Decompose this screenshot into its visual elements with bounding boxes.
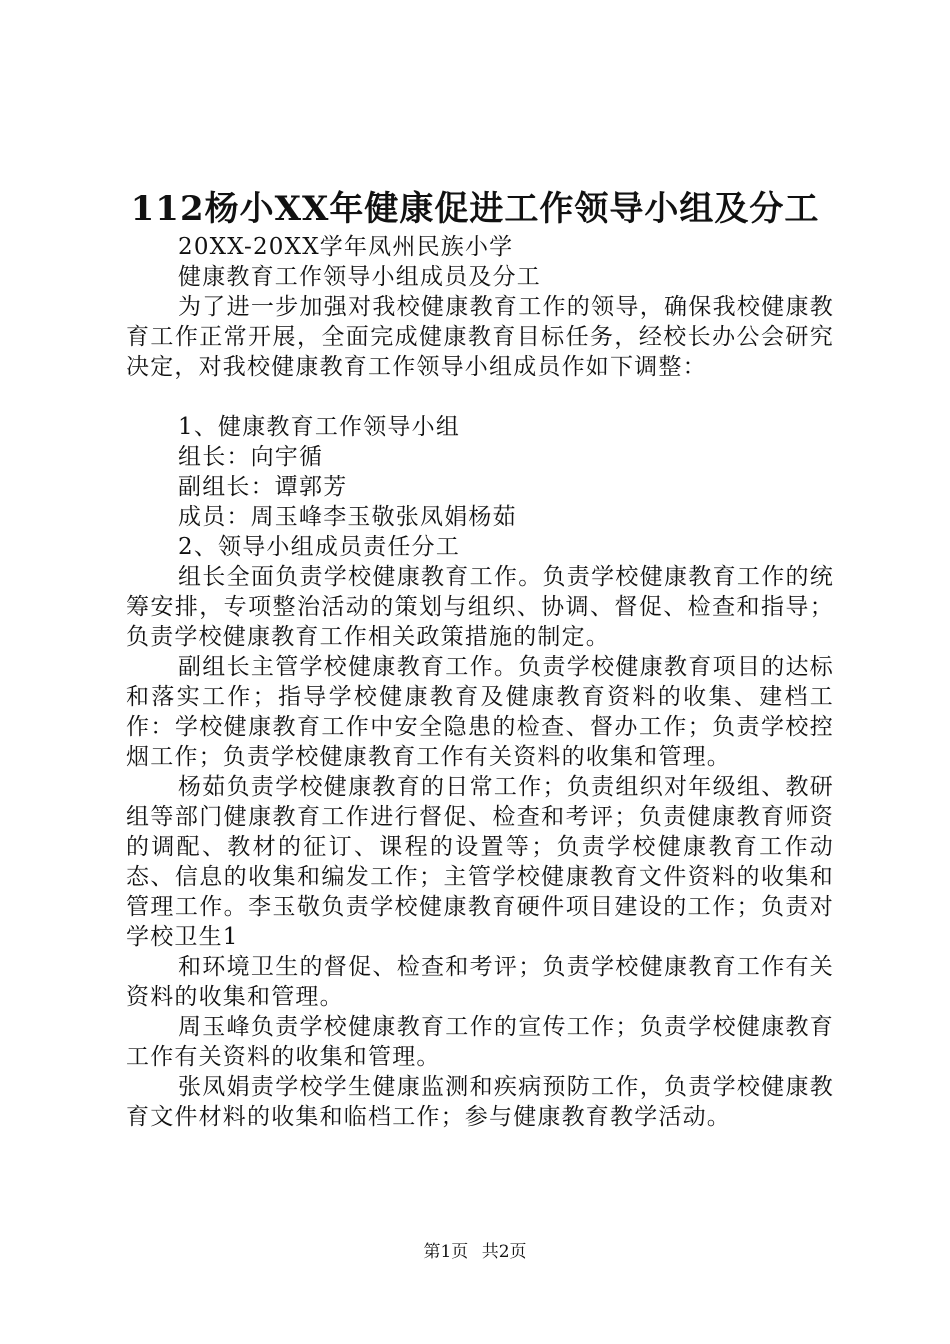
page-total: 共2页 [481,1242,527,1262]
deputy-leader-line: 副组长：谭郭芳 [178,474,348,500]
page-number: 第1页 [423,1242,469,1262]
page-footer [0,1240,950,1264]
leader-line: 组长：向宇循 [178,444,324,470]
document-title: 112杨小XX年健康促进工作领导小组及分工 [130,189,820,229]
duty-zhou-paragraph: 周玉峰负责学校健康教育工作的宣传工作；负责学校健康教育工作有关资料的收集和管理。 [126,1014,834,1070]
paragraph-gap [126,382,834,412]
duty-deputy-paragraph: 副组长主管学校健康教育工作。负责学校健康教育项目的达标和落实工作；指导学校健康教育及健康教育资料的收集、建档工作：学校健康教育工作中安全隐患的检查、督办工作；负责学校控烟工作；负责学校健康教育工作有关资料的收集和管理。 [126,654,834,770]
intro-paragraph: 为了进一步加强对我校健康教育工作的领导，确保我校健康教育工作正常开展，全面完成健康教育目标任务，经校长办公会研究决定，对我校健康教育工作领导小组成员作如下调整： [126,294,834,380]
duty-zhang-paragraph: 张凤娟责学校学生健康监测和疾病预防工作，负责学校健康教育文件材料的收集和临档工作；参与健康教育教学活动。 [126,1074,834,1130]
duty-li-continued-paragraph: 和环境卫生的督促、检查和考评；负责学校健康教育工作有关资料的收集和管理。 [126,954,834,1010]
section1-heading: 1、健康教育工作领导小组 [178,414,461,440]
duty-leader-paragraph: 组长全面负责学校健康教育工作。负责学校健康教育工作的统筹安排，专项整治活动的策划与组织、协调、督促、检查和指导；负责学校健康教育工作相关政策措施的制定。 [126,564,834,650]
document-subtitle: 健康教育工作领导小组成员及分工 [178,264,541,290]
document-body [126,232,834,1132]
duty-yang-li-paragraph: 杨茹负责学校健康教育的日常工作；负责组织对年级组、教研组等部门健康教育工作进行督促、检查和考评；负责健康教育师资的调配、教材的征订、课程的设置等；负责学校健康教育工作动态、信息的收集和编发工作；主管学校健康教育文件资料的收集和管理工作。李玉敬负责学校健康教育硬件项目建设的工作；负责对学校卫生1 [126,774,834,950]
school-line: 20XX-20XX学年凤州民族小学 [178,234,514,260]
section2-heading: 2、领导小组成员责任分工 [178,534,461,560]
members-line: 成员：周玉峰李玉敬张凤娟杨茹 [178,504,517,530]
